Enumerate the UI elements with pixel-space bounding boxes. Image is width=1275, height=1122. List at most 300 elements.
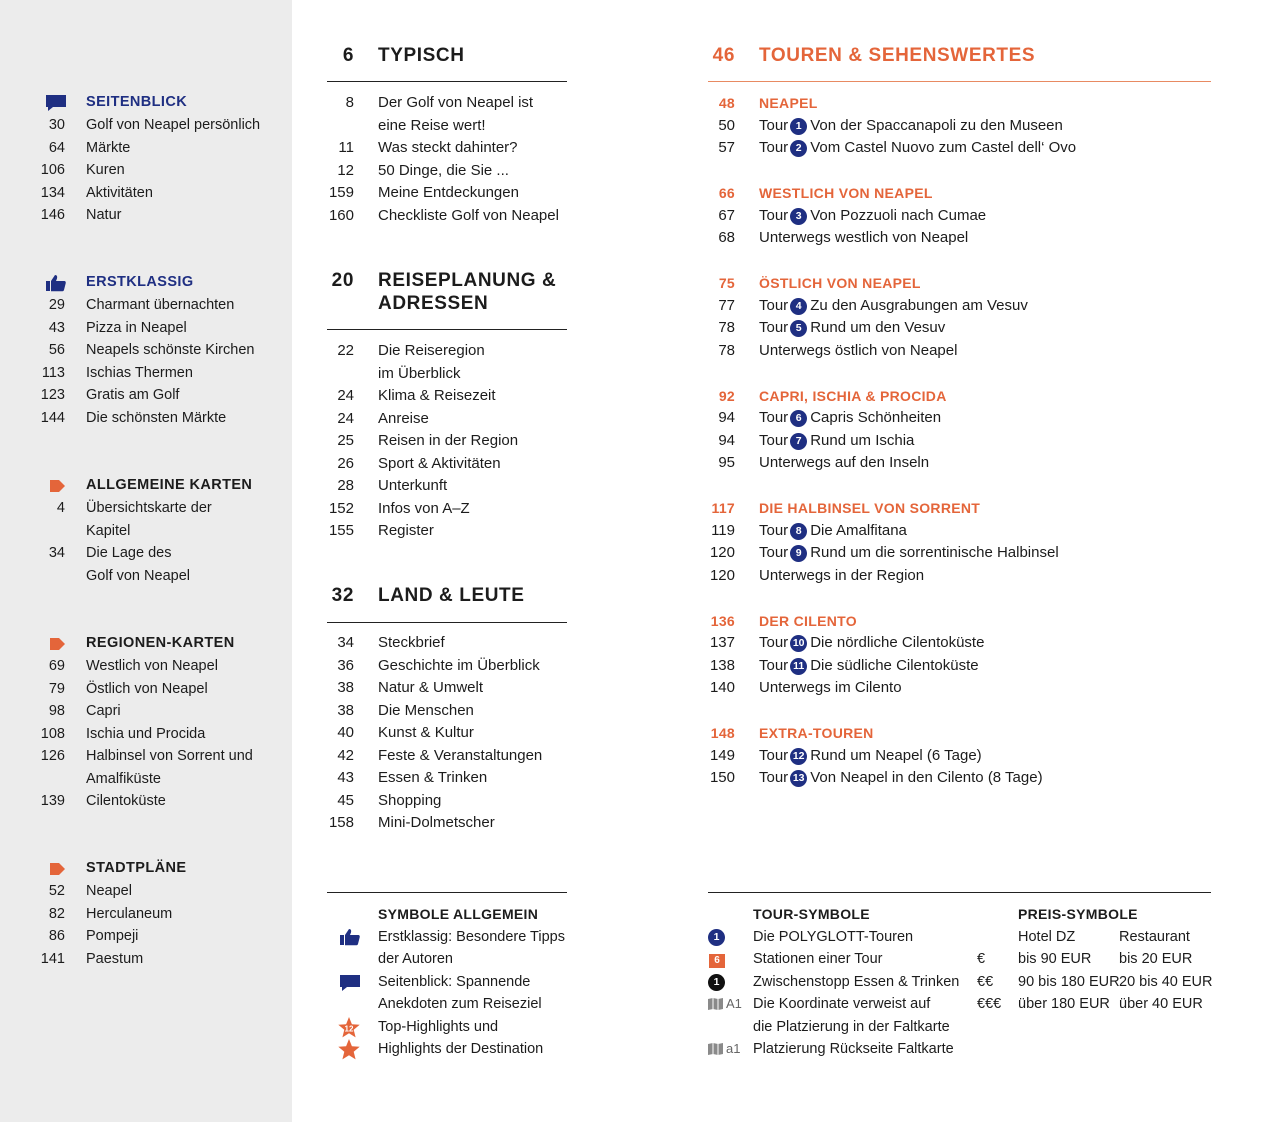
tour-label: Tour [759,431,789,449]
chapter-title-line2[interactable]: ADRESSEN [378,292,489,314]
tour-number-badge: 2 [790,140,807,157]
map-icon [708,998,723,1010]
entry-title: Pompeji [86,928,139,944]
tour-entry[interactable] [708,115,1211,138]
tour-title: Rund um den Vesuv [810,319,946,336]
legend-text: Erstklassig: Besondere Tipps [378,928,565,945]
page-number: 43 [48,319,65,336]
toc-entry[interactable] [327,92,567,115]
toc-entry[interactable] [0,880,292,903]
tour-number-badge: 4 [790,298,807,315]
legend-heading [708,903,1218,926]
tour-entry[interactable] [708,677,1211,700]
entry-title: Golf von Neapel [86,567,190,584]
legend-line [327,1016,587,1039]
map-coordinate: a1 [726,1041,741,1056]
legend-text: der Autoren [378,951,453,967]
entry-title: Pizza in Neapel [86,319,187,336]
toc-entry[interactable] [0,407,292,430]
price-restaurant: bis 20 EUR [1119,951,1193,967]
price-hotel: über 180 EUR [1018,996,1110,1012]
legend-tour-preis [708,903,1218,1061]
tour-title: Die südliche Cilentoküste [810,656,979,674]
thumbs-up-icon [45,274,67,292]
entry-title: Übersichtskarte der [86,500,212,516]
toc-entry[interactable] [0,678,292,701]
page-number: 24 [337,409,354,427]
section-heading [0,474,292,497]
page-number: 108 [40,725,65,742]
legend-text: Stationen einer Tour [753,951,883,967]
toc-entry[interactable] [0,497,292,520]
page-number: 123 [40,387,65,403]
page-number: 24 [337,387,354,404]
tour-number-badge: 8 [790,523,807,540]
legend-line [708,926,1218,949]
toc-entry[interactable] [0,339,292,362]
chapter-heading [327,270,567,315]
region-title: NEAPEL [759,95,818,111]
toc-entry[interactable] [0,903,292,926]
tour-number-badge: 6 [790,410,807,427]
region-page: 66 [718,185,735,201]
entry-title: Unterwegs östlich von Neapel [759,341,958,359]
toc-entry[interactable] [327,385,567,408]
tour-entry[interactable] [708,565,1211,588]
toc-entry[interactable] [327,182,567,205]
toc-entry[interactable] [327,498,567,521]
entry-title: Charmant übernachten [86,297,235,313]
chapter-title-line1[interactable]: REISEPLANUNG & [378,270,557,291]
chapter-page[interactable]: 32 [331,585,354,606]
price-symbol: €€€ [977,996,1002,1012]
toc-entry[interactable] [327,205,567,228]
page-number: 42 [337,746,354,764]
legend-line [708,971,1218,994]
toc-entry[interactable] [327,767,567,790]
entry-title: Anreise [378,409,429,427]
toc-entry[interactable] [327,430,567,453]
tour-region-group [708,722,1211,790]
entry-title: Herculaneum [86,905,173,922]
entry-title: Ischias Thermen [86,364,193,381]
entry-title: Die Menschen [378,701,474,719]
region-title: DIE HALBINSEL VON SORRENT [759,500,981,516]
page-number: 113 [41,364,65,381]
toc-entry[interactable] [0,520,292,543]
entry-title: Märkte [86,139,131,156]
entry-title: Unterwegs im Cilento [759,679,902,696]
region-heading[interactable] [708,722,1211,745]
toc-entry[interactable] [327,790,567,813]
numbered-star-icon [337,1016,361,1039]
toc-entry[interactable] [327,408,567,431]
legend-title: PREIS-SYMBOLE [1018,906,1138,922]
tour-number-badge: 9 [790,545,807,562]
legend-line [327,993,587,1016]
page-number: 26 [337,454,354,472]
entry-title: Aktivitäten [86,184,153,201]
legend-line [327,948,587,971]
entry-title [759,542,1059,565]
entry-title: Unterkunft [378,477,448,494]
page-number: 78 [718,319,735,336]
entry-title [759,317,945,340]
toc-entry[interactable] [327,363,567,386]
toc-entry[interactable] [327,453,567,476]
tour-title: Von Pozzuoli nach Cumae [810,206,987,224]
tour-title: Die nördliche Cilentoküste [810,634,985,651]
region-title: WESTLICH VON NEAPEL [759,185,933,201]
page-number: 38 [337,701,354,719]
divider [708,81,1211,82]
chapter-title[interactable]: LAND & LEUTE [378,585,525,606]
tag-arrow-icon [45,477,67,495]
legend-line [708,1016,1218,1039]
toc-entry[interactable] [0,159,292,182]
page-number: 141 [40,950,65,967]
entry-title: Neapels schönste Kirchen [86,342,255,358]
page-number: 45 [337,791,354,809]
entry-title: Reisen in der Region [378,432,519,449]
section-title: SEITENBLICK [86,94,188,110]
tour-entry[interactable] [708,655,1211,678]
chapter-page[interactable]: 20 [331,270,354,291]
tour-label: Tour [759,769,789,786]
region-page: 92 [718,387,735,404]
map-coordinate: A1 [726,996,742,1011]
page-number: 120 [709,544,735,561]
toc-entry[interactable] [327,812,567,835]
page-number: 126 [40,748,65,764]
page-number: 138 [709,656,735,674]
tour-title: Von der Spaccanapoli zu den Museen [810,116,1063,134]
toc-entry[interactable] [0,204,292,227]
entry-title: Feste & Veranstaltungen [378,746,543,764]
divider [327,622,567,623]
price-restaurant: über 40 EUR [1119,996,1203,1012]
entry-title: Kunst & Kultur [378,724,474,741]
page-number: 159 [328,184,354,201]
page-number: 34 [48,545,65,561]
legend-heading [327,903,587,926]
entry-title: Halbinsel von Sorrent und [86,748,253,764]
entry-title: Unterwegs auf den Inseln [759,454,930,471]
toc-entry[interactable] [0,384,292,407]
chapter-heading [708,45,1211,68]
page-number: 34 [337,634,354,651]
region-page: 136 [710,612,735,629]
toc-entry[interactable] [0,700,292,723]
legend-allgemein [327,903,587,1061]
page-number: 50 [718,116,735,134]
chapter-heading [327,585,567,608]
page-number: 38 [337,679,354,696]
page-number: 25 [337,432,354,449]
region-heading[interactable] [708,92,1211,115]
tour-entry[interactable] [708,317,1211,340]
entry-title: Essen & Trinken [378,769,488,786]
tour-number-badge: 3 [790,208,807,225]
toc-entry[interactable] [0,948,292,971]
section-heading [0,91,292,114]
page-number: 77 [718,296,735,314]
toc-entry[interactable] [327,475,567,498]
page-number: 82 [48,905,65,922]
legend-divider [708,892,1211,893]
entry-title: 50 Dinge, die Sie ... [378,161,509,179]
region-page: 75 [718,275,735,291]
sidebar-section-allgemeine-karten [0,474,292,587]
entry-title [759,430,914,453]
section-title: ERSTKLASSIG [86,274,194,290]
entry-title [759,137,1076,160]
page-number: 120 [709,566,735,584]
toc-entry[interactable] [0,745,292,768]
entry-title: im Überblick [378,364,461,382]
entry-title [759,205,986,228]
tour-region-group [708,92,1211,160]
tour-title: Von Neapel in den Cilento (8 Tage) [810,769,1043,786]
tour-entry[interactable] [708,542,1211,565]
speech-bubble-icon [45,94,67,112]
tour-number-badge: 11 [790,658,807,675]
legend-text: Anekdoten zum Reiseziel [378,996,542,1012]
page-number: 150 [709,769,735,786]
tour-entry[interactable] [708,340,1211,363]
entry-title [759,745,982,768]
entry-title: eine Reise wert! [378,116,486,134]
price-hotel: bis 90 EUR [1018,951,1092,967]
toc-entry[interactable] [0,114,292,137]
tour-title: Rund um die sorrentinische Halbinsel [810,544,1059,561]
chapter-page[interactable]: 6 [342,45,354,66]
tour-label: Tour [759,634,789,651]
page-number: 158 [328,814,354,831]
toc-entry[interactable] [0,317,292,340]
page-number: 152 [328,499,354,517]
food-stop-badge: 1 [708,971,725,994]
legend-text: Top-Highlights und [378,1018,499,1035]
toc-entry[interactable] [327,137,567,160]
sidebar-section-erstklassig [0,271,292,429]
region-title: EXTRA-TOUREN [759,725,874,741]
price-column-hotel: Hotel DZ [1018,928,1076,945]
toc-entry[interactable] [0,925,292,948]
page-number: 155 [328,522,354,539]
tour-region-group [708,497,1211,587]
toc-entry[interactable] [327,745,567,768]
tour-number-badge: 12 [790,748,807,765]
chapter-touren [708,45,1211,786]
entry-title: Neapel [86,883,132,899]
entry-title: Sport & Aktivitäten [378,454,501,472]
section-heading [0,271,292,294]
toc-entry[interactable] [327,722,567,745]
page-number: 57 [718,139,735,156]
entry-title: Unterwegs westlich von Neapel [759,229,969,246]
page-number: 22 [337,342,354,359]
entry-title [759,632,984,655]
tour-entry[interactable] [708,767,1211,790]
tour-entry[interactable] [708,430,1211,453]
toc-entry[interactable] [327,655,567,678]
page-number: 69 [48,658,65,674]
toc-entry[interactable] [327,700,567,723]
tour-label: Tour [759,409,789,426]
toc-entry[interactable] [327,677,567,700]
page-number: 12 [337,161,354,179]
toc-entry[interactable] [0,790,292,813]
tour-entry[interactable] [708,205,1211,228]
entry-title: Kuren [86,162,125,178]
tour-number-badge: 5 [790,320,807,337]
region-heading[interactable] [708,497,1211,520]
entry-title: Capri [86,703,121,719]
tour-region-group [708,385,1211,475]
page-number: 56 [48,342,65,358]
tag-arrow-icon [45,860,67,878]
toc-entry[interactable] [327,340,567,363]
page-number: 139 [40,793,65,809]
legend-line [327,926,587,949]
entry-title: Der Golf von Neapel ist [378,94,534,111]
region-title: CAPRI, ISCHIA & PROCIDA [759,387,947,404]
toc-entry[interactable] [0,655,292,678]
page-number: 4 [56,500,65,516]
legend-title: TOUR-SYMBOLE [753,906,870,922]
toc-entry[interactable] [0,362,292,385]
page-number: 40 [337,724,354,741]
price-symbol: €€ [977,973,994,990]
entry-title [759,407,941,430]
tour-region-group [708,182,1211,250]
section-title: REGIONEN-KARTEN [86,635,235,651]
legend-line [708,948,1218,971]
star-number: 12 [344,1024,354,1033]
entry-title: Klima & Reisezeit [378,387,496,404]
entry-title: Mini-Dolmetscher [378,814,495,831]
entry-title: Checkliste Golf von Neapel [378,206,559,224]
price-column-restaurant: Restaurant [1119,928,1190,945]
entry-title: Meine Entdeckungen [378,184,519,201]
entry-title: Die Lage des [86,545,172,561]
entry-title [759,520,907,543]
toc-entry[interactable] [327,520,567,543]
tour-entry[interactable] [708,520,1211,543]
price-restaurant: 20 bis 40 EUR [1119,973,1213,990]
tour-entry[interactable] [708,227,1211,250]
tour-entry[interactable] [708,452,1211,475]
page-number: 119 [711,521,735,539]
map-icon [708,1043,723,1055]
legend-text: Zwischenstopp Essen & Trinken [753,973,960,990]
price-hotel: 90 bis 180 EUR [1018,973,1120,990]
page-number: 79 [48,680,65,697]
tour-number-badge: 1 [790,118,807,135]
chapter-page[interactable]: 46 [712,45,735,66]
tour-label: Tour [759,206,789,224]
region-page: 148 [710,725,735,741]
toc-entry[interactable] [0,294,292,317]
legend-text: Die POLYGLOTT-Touren [753,928,914,945]
toc-entry[interactable] [0,768,292,791]
entry-title [759,295,1028,318]
tour-title: Rund um Neapel (6 Tage) [810,746,982,764]
section-heading [0,857,292,880]
page-number: 28 [337,477,354,494]
entry-title: Register [378,522,434,539]
tour-region-group [708,272,1211,362]
tour-title: Vom Castel Nuovo zum Castel dell‘ Ovo [810,139,1077,156]
region-title: ÖSTLICH VON NEAPEL [759,275,921,291]
legend-line [327,1038,587,1061]
page-number: 11 [338,139,354,156]
divider [327,81,567,82]
page-number: 52 [48,883,65,899]
region-heading[interactable] [708,385,1211,408]
entry-title: Westlich von Neapel [86,658,218,674]
tag-arrow-icon [45,635,67,653]
toc-entry[interactable] [0,137,292,160]
entry-title: Was steckt dahinter? [378,139,518,156]
chapter-title[interactable]: TYPISCH [378,45,465,66]
legend-line [708,1038,1218,1061]
toc-entry[interactable] [0,565,292,588]
entry-title: Cilentoküste [86,793,166,809]
sidebar-section-seitenblick [0,91,292,227]
tour-number-badge: 10 [790,635,807,652]
tour-entry[interactable] [708,137,1211,160]
price-symbol: € [977,951,986,967]
tour-label: Tour [759,116,789,134]
entry-title: Ischia und Procida [86,725,206,742]
entry-title: Infos von A–Z [378,499,470,517]
tour-title: Capris Schönheiten [810,409,942,426]
speech-bubble-icon [339,974,361,992]
legend-text: Highlights der Destination [378,1041,544,1057]
page-number: 30 [48,117,65,133]
toc-entry[interactable] [0,723,292,746]
tour-entry[interactable] [708,745,1211,768]
page-number: 67 [718,206,735,224]
chapter-typisch [327,45,567,224]
legend-line [327,971,587,994]
legend-divider [327,892,567,893]
tour-entry[interactable] [708,632,1211,655]
region-heading[interactable] [708,272,1211,295]
legend-line [708,993,1218,1016]
toc-entry[interactable] [327,115,567,138]
region-heading[interactable] [708,182,1211,205]
toc-entry[interactable] [0,542,292,565]
chapter-title[interactable]: TOUREN & SEHENSWERTES [759,45,1036,66]
page-number: 36 [337,656,354,674]
page-number: 8 [345,94,354,111]
tour-label: Tour [759,521,789,539]
divider [327,329,567,330]
toc-entry[interactable] [327,632,567,655]
tour-entry[interactable] [708,295,1211,318]
toc-entry[interactable] [327,160,567,183]
tour-label: Tour [759,296,789,314]
page-number: 98 [48,703,65,719]
region-heading[interactable] [708,610,1211,633]
tour-entry[interactable] [708,407,1211,430]
toc-entry[interactable] [0,182,292,205]
entry-title [759,767,1043,790]
region-title: DER CILENTO [759,612,857,629]
